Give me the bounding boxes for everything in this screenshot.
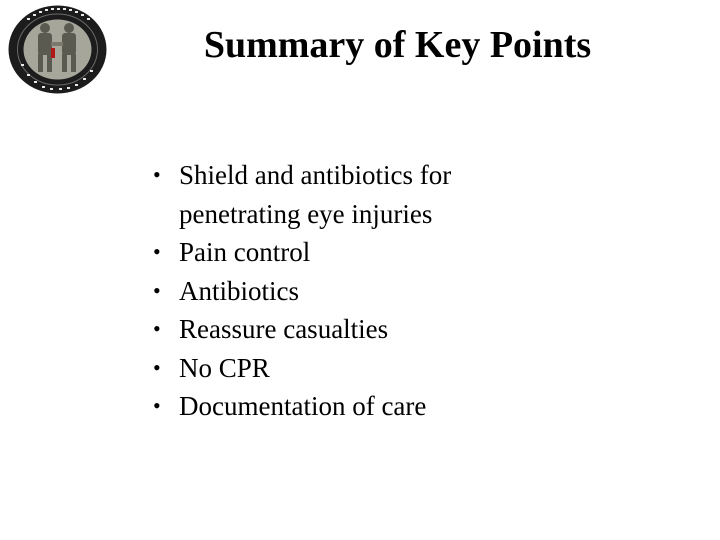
bullet-list xyxy=(153,156,673,426)
bullet-icon: • xyxy=(153,239,161,264)
bullet-text-line: Shield and antibiotics for xyxy=(179,160,452,190)
bullet-icon: • xyxy=(153,354,161,380)
bullet-text-line: Documentation of care xyxy=(179,391,427,421)
bullet-text-line: Pain control xyxy=(179,237,311,267)
bullet-item xyxy=(153,233,673,272)
bullet-text-line: No CPR xyxy=(179,352,270,383)
bullet-icon: • xyxy=(153,277,161,303)
bullet-icon: • xyxy=(153,162,161,187)
slide-title: Summary of Key Points xyxy=(203,24,592,66)
tccc-seal-icon xyxy=(7,4,108,95)
bullet-icon: • xyxy=(153,316,161,341)
bullet-icon: • xyxy=(153,393,161,418)
bullet-item xyxy=(153,272,673,311)
bullet-item xyxy=(153,156,673,233)
bullet-item xyxy=(153,310,673,349)
bullet-item xyxy=(153,349,673,388)
bullet-item xyxy=(153,387,673,426)
bullet-text-line: Reassure casualties xyxy=(179,314,389,344)
bullet-text-line: penetrating eye injuries xyxy=(179,198,433,229)
bullet-text-line: Antibiotics xyxy=(179,275,299,306)
